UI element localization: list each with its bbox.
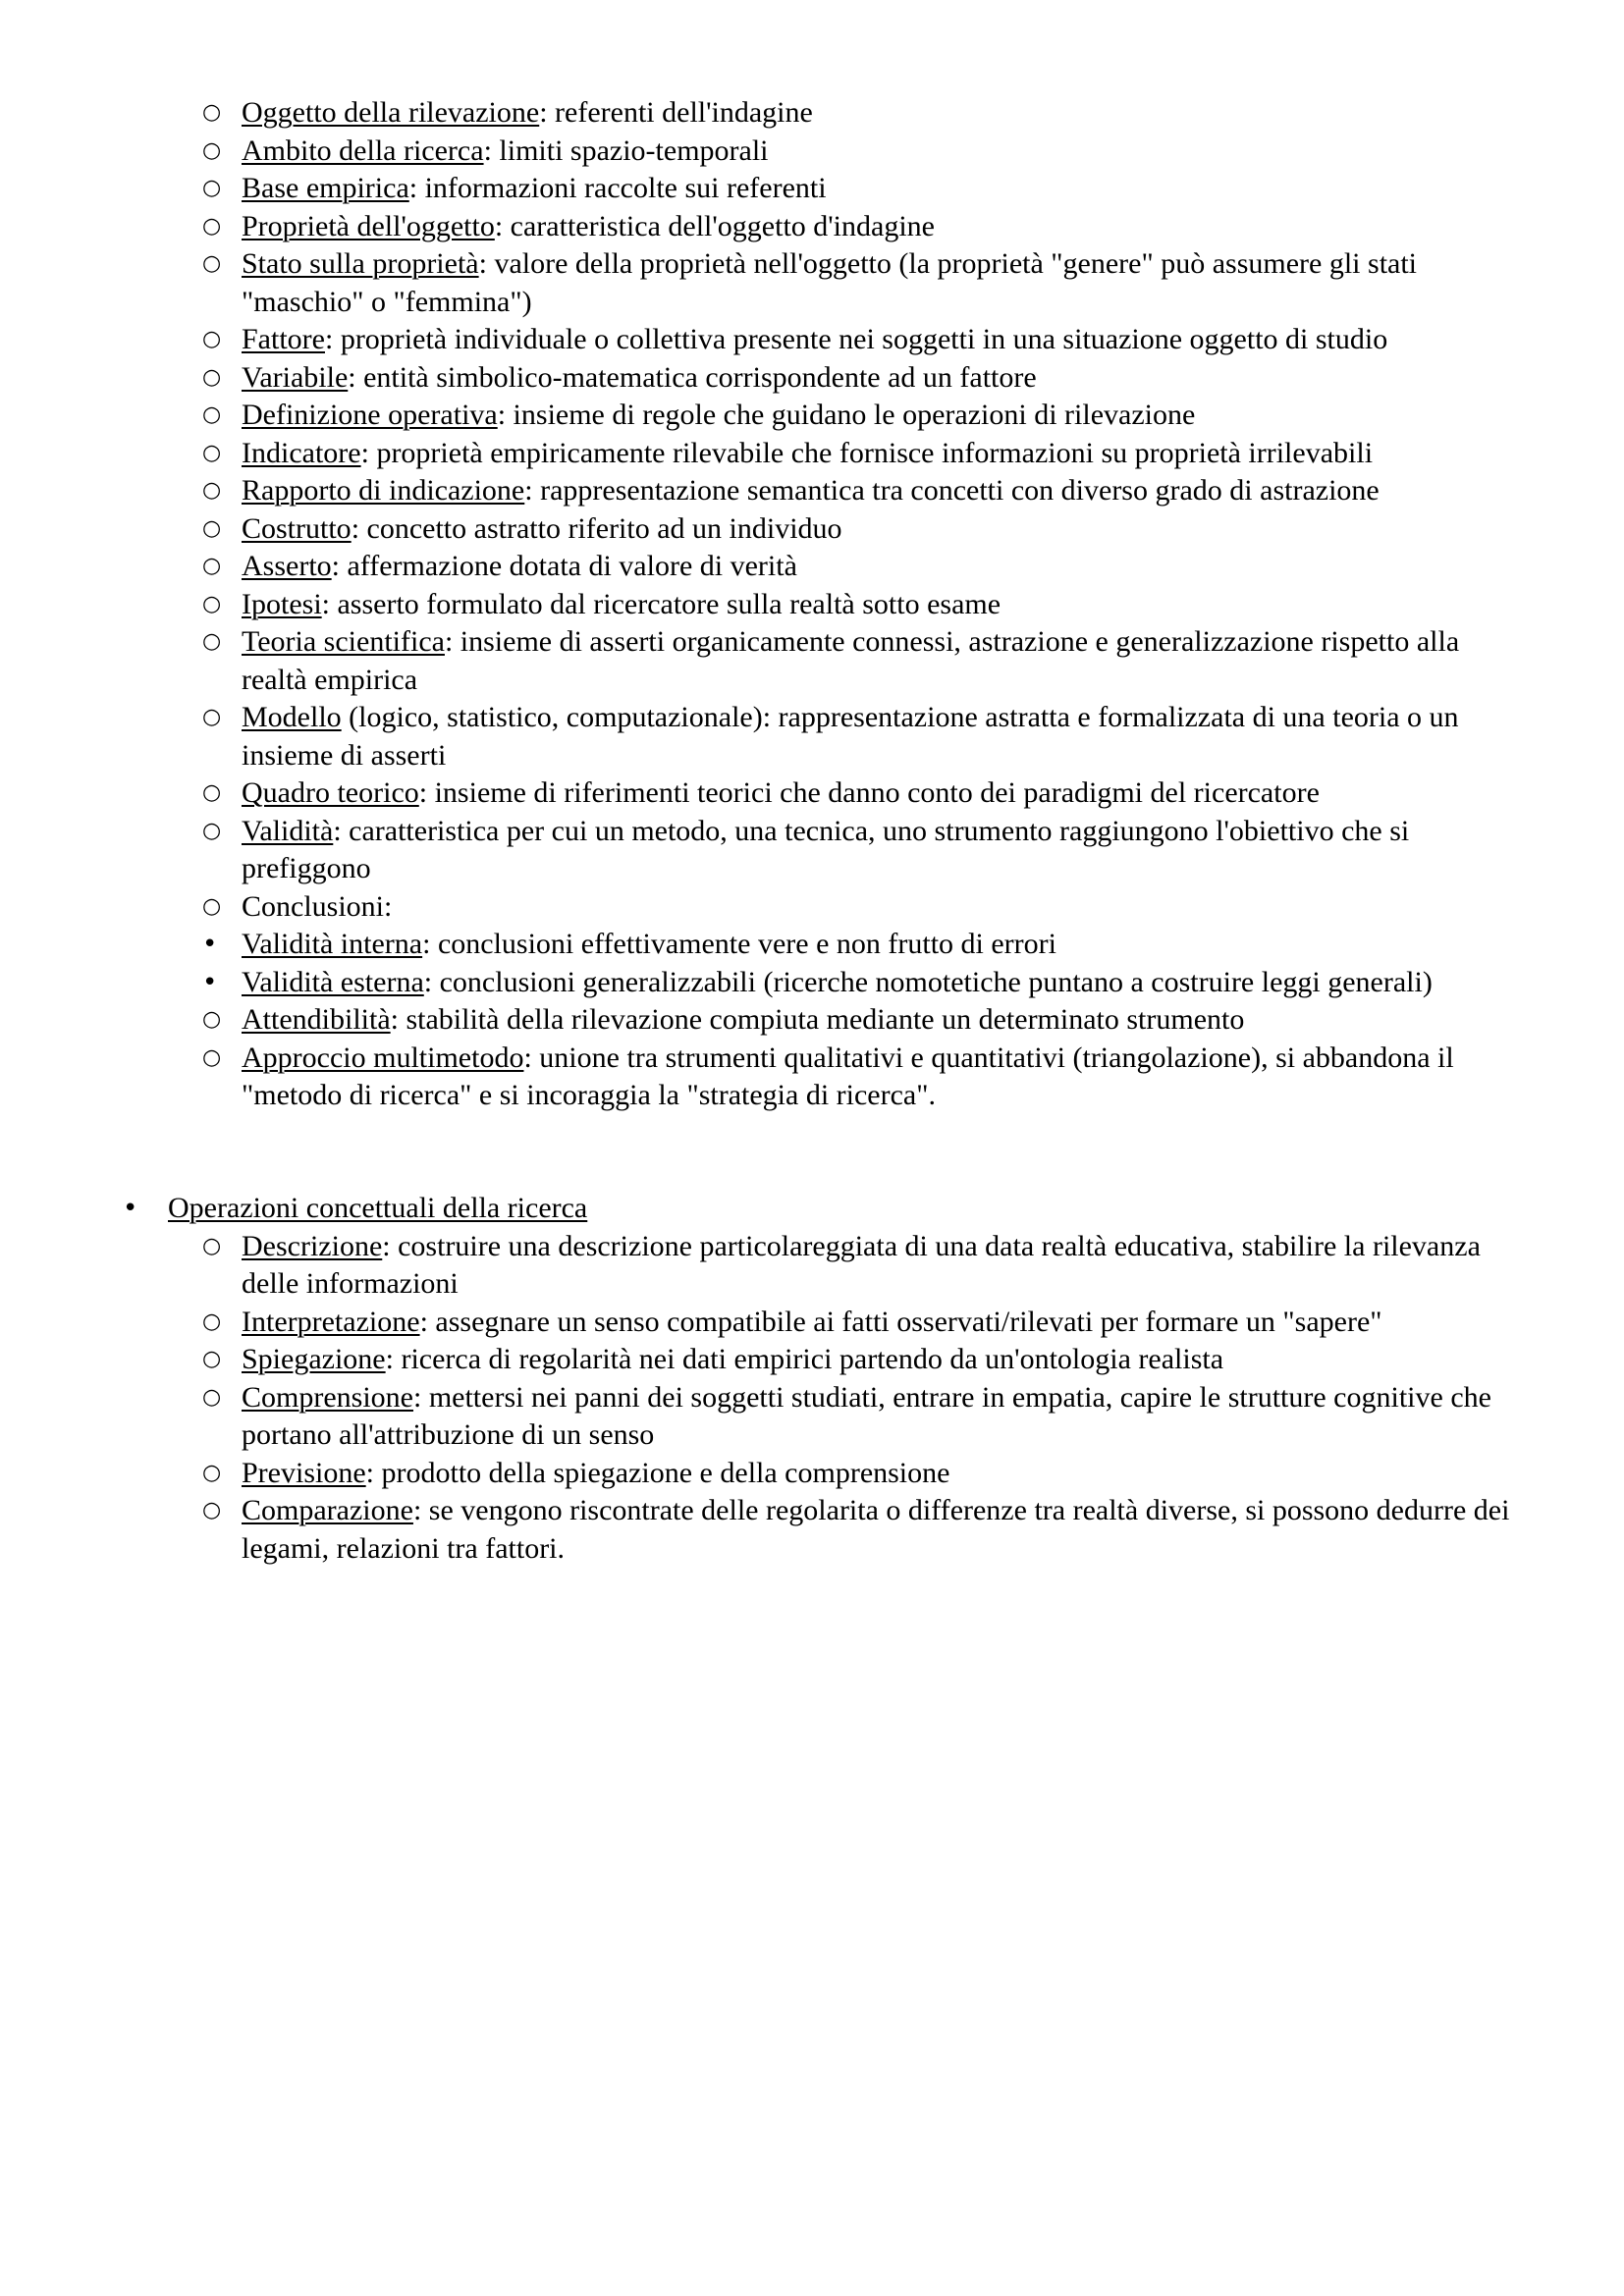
hollow-bullet-icon: ○ <box>202 705 222 729</box>
operation-item <box>0 1492 1528 1568</box>
operation-text: : se vengono riscontrate delle regolarita o differenze tra realtà diverse, si possono dedurre dei legami, relazioni tra fattori. <box>242 1494 1510 1565</box>
hollow-bullet-icon: ○ <box>202 364 222 390</box>
definition-term: Stato sulla proprietà <box>242 247 479 280</box>
filled-bullet-icon: • <box>202 930 218 959</box>
definition-term: Approccio multimetodo <box>242 1041 524 1074</box>
hollow-bullet-icon: ○ <box>202 440 222 465</box>
definition-item <box>0 774 1528 813</box>
operation-item <box>0 1341 1528 1379</box>
definition-term: Costrutto <box>242 511 352 545</box>
definition-term: Validità esterna <box>242 965 424 998</box>
filled-bullet-icon: • <box>123 1194 138 1223</box>
definition-item <box>0 397 1528 435</box>
operation-text: : mettersi nei panni dei soggetti studiati, entrare in empatia, capire le strutture cognitive che portano all'attribuzione di un senso <box>242 1380 1491 1451</box>
definition-term: Validità interna <box>242 928 423 960</box>
operations-list <box>0 1228 1624 1569</box>
definition-item <box>0 321 1528 359</box>
definition-item <box>0 813 1528 888</box>
definition-item <box>0 170 1528 208</box>
operation-term: Spiegazione <box>242 1343 386 1375</box>
definition-text: : conclusioni generalizzabili (ricerche nomotetiche puntano a costruire leggi generali) <box>423 965 1433 998</box>
definition-item <box>0 888 1528 927</box>
definition-text: : referenti dell'indagine <box>539 96 813 129</box>
operation-term: Descrizione <box>242 1229 383 1262</box>
definition-item <box>0 1040 1528 1115</box>
definition-text: : unione tra strumenti qualitativi e quantitativi (triangolazione), si abbandona il "metodo di ricerca" e si incoraggia la "strategia di ricerca". <box>242 1041 1454 1111</box>
definitions-list <box>0 94 1624 1115</box>
hollow-bullet-icon: ○ <box>202 327 222 351</box>
hollow-bullet-icon: ○ <box>202 893 222 919</box>
operation-text: : ricerca di regolarità nei dati empirici partendo da un'ontologia realista <box>385 1343 1224 1375</box>
definition-item <box>0 472 1528 510</box>
definition-item <box>0 133 1528 171</box>
definition-text: : insieme di asserti organicamente connessi, astrazione e generalizzazione rispetto alla realtà empirica <box>242 625 1460 696</box>
definition-term: Variabile <box>242 360 349 394</box>
definition-term: Ipotesi <box>242 587 322 620</box>
operations-heading <box>0 1190 1624 1228</box>
definition-text: : affermazione dotata di valore di verità <box>331 550 797 582</box>
hollow-bullet-icon: ○ <box>202 137 222 163</box>
definition-text: : rappresentazione semantica tra concetti con diverso grado di astrazione <box>524 474 1380 507</box>
definition-term: Modello <box>242 701 342 733</box>
definition-text: : informazioni raccolte sui referenti <box>408 172 827 204</box>
operation-item <box>0 1304 1528 1342</box>
definition-text: : concetto astratto riferito ad un individuo <box>351 511 842 545</box>
operation-item <box>0 1455 1528 1493</box>
hollow-bullet-icon: ○ <box>202 1007 222 1032</box>
hollow-bullet-icon: ○ <box>202 780 222 805</box>
definition-text: (logico, statistico, computazionale): rappresentazione astratta e formalizzata di una teoria o un insieme di asserti <box>242 701 1459 772</box>
operation-term: Interpretazione <box>242 1305 420 1338</box>
hollow-bullet-icon: ○ <box>202 1233 222 1258</box>
operation-item <box>0 1379 1528 1455</box>
definition-text: : entità simbolico-matematica corrispondente ad un fattore <box>348 360 1037 394</box>
definition-term: Fattore <box>242 323 325 355</box>
definition-text: : insieme di regole che guidano le operazioni di rilevazione <box>497 399 1196 431</box>
hollow-bullet-icon: ○ <box>202 629 222 654</box>
definition-term: Ambito della ricerca <box>242 133 484 167</box>
definition-item <box>0 964 1528 1002</box>
definition-term: Teoria scientifica <box>242 625 445 658</box>
definition-text: Conclusioni: <box>242 889 393 923</box>
hollow-bullet-icon: ○ <box>202 1044 222 1070</box>
definition-text: : proprietà empiricamente rilevabile che fornisce informazioni su proprietà irrilevabili <box>360 436 1374 469</box>
operations-section <box>0 1190 1624 1568</box>
definition-item <box>0 926 1528 964</box>
definition-item <box>0 208 1528 246</box>
definition-term: Quadro teorico <box>242 776 419 809</box>
operation-text: : assegnare un senso compatibile ai fatti osservati/rilevati per formare un "sapere" <box>419 1305 1382 1338</box>
hollow-bullet-icon: ○ <box>202 591 222 616</box>
definition-term: Validità <box>242 814 334 847</box>
operation-term: Comprensione <box>242 1380 413 1414</box>
hollow-bullet-icon: ○ <box>202 1498 222 1522</box>
definition-text: : asserto formulato dal ricercatore sulla realtà sotto esame <box>321 587 1001 620</box>
definition-term: Base empirica <box>242 172 409 204</box>
hollow-bullet-icon: ○ <box>202 251 222 276</box>
definition-text: : conclusioni effettivamente vere e non frutto di errori <box>422 928 1056 960</box>
definition-item <box>0 94 1528 133</box>
hollow-bullet-icon: ○ <box>202 554 222 578</box>
definition-term: Asserto <box>242 550 332 582</box>
definition-item <box>0 245 1528 321</box>
hollow-bullet-icon: ○ <box>202 1384 222 1410</box>
hollow-bullet-icon: ○ <box>202 515 222 541</box>
definition-item <box>0 435 1528 473</box>
operation-text: : costruire una descrizione particolareggiata di una data realtà educativa, stabilire la rilevanza delle informazioni <box>242 1229 1481 1300</box>
hollow-bullet-icon: ○ <box>202 1460 222 1485</box>
definition-term: Definizione operativa <box>242 399 498 431</box>
operation-term: Previsione <box>242 1456 366 1489</box>
filled-bullet-icon: • <box>202 967 218 997</box>
operation-term: Comparazione <box>242 1494 413 1526</box>
definition-term: Oggetto della rilevazione <box>242 96 540 129</box>
definition-term: Indicatore <box>242 436 361 469</box>
operation-item <box>0 1228 1528 1304</box>
hollow-bullet-icon: ○ <box>202 818 222 843</box>
definition-item <box>0 510 1528 549</box>
hollow-bullet-icon: ○ <box>202 176 222 200</box>
definition-term: Attendibilità <box>242 1003 391 1036</box>
definition-item <box>0 359 1528 398</box>
hollow-bullet-icon: ○ <box>202 478 222 503</box>
definition-text: : stabilità della rilevazione compiuta mediante un determinato strumento <box>390 1003 1245 1036</box>
definition-text: : insieme di riferimenti teorici che danno conto dei paradigmi del ricercatore <box>418 776 1320 809</box>
hollow-bullet-icon: ○ <box>202 402 222 427</box>
definition-text: : limiti spazio-temporali <box>483 133 769 167</box>
definitions-section <box>0 94 1624 1115</box>
definition-text: : caratteristica dell'oggetto d'indagine <box>494 209 935 242</box>
definition-item <box>0 586 1528 624</box>
hollow-bullet-icon: ○ <box>202 100 222 125</box>
operation-text: : prodotto della spiegazione e della comprensione <box>365 1456 950 1489</box>
definition-term: Proprietà dell'oggetto <box>242 209 495 242</box>
definition-term: Rapporto di indicazione <box>242 474 525 507</box>
definition-item <box>0 623 1528 699</box>
definition-item <box>0 548 1528 586</box>
definition-text: : caratteristica per cui un metodo, una tecnica, uno strumento raggiungono l'obiettivo che si prefiggono <box>242 814 1410 884</box>
hollow-bullet-icon: ○ <box>202 1308 222 1334</box>
definition-text: : valore della proprietà nell'oggetto (la proprietà "genere" può assumere gli stati "maschio" o "femmina") <box>242 247 1418 318</box>
definition-item <box>0 699 1528 774</box>
definition-text: : proprietà individuale o collettiva presente nei soggetti in una situazione oggetto di studio <box>324 323 1388 355</box>
definition-item <box>0 1001 1528 1040</box>
hollow-bullet-icon: ○ <box>202 1347 222 1371</box>
hollow-bullet-icon: ○ <box>202 213 222 239</box>
operations-title: Operazioni concettuali della ricerca <box>168 1192 588 1224</box>
